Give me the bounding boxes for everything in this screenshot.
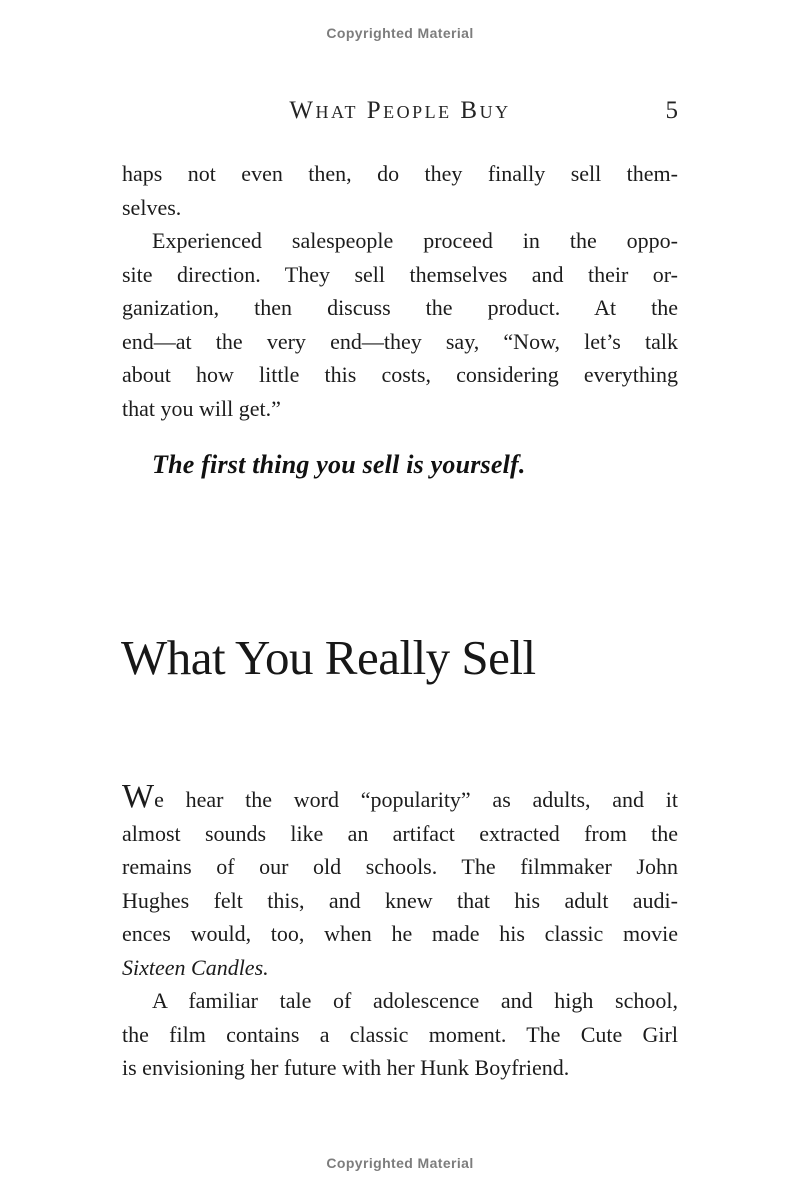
paragraph bbox=[122, 157, 678, 224]
text-line bbox=[122, 157, 678, 191]
paragraph bbox=[122, 224, 678, 425]
text-segment: almost sounds like an artifact extracted from the bbox=[122, 820, 678, 846]
body-top bbox=[122, 157, 678, 425]
text-segment: end—at the very end—they say, “Now, let’s talk bbox=[122, 328, 678, 354]
text-line bbox=[122, 850, 678, 884]
text-segment: remains of our old schools. The filmmaker John bbox=[122, 854, 678, 879]
text-segment: A familiar tale of adolescence and high school, bbox=[152, 988, 678, 1013]
text-segment: about how little this costs, considering everything bbox=[122, 362, 678, 387]
text-segment: site direction. They sell themselves and their or- bbox=[122, 261, 678, 287]
paragraph bbox=[122, 778, 678, 984]
text-line bbox=[122, 191, 678, 225]
text-segment: Experienced salespeople proceed in the oppo- bbox=[152, 228, 678, 253]
pull-quote: The first thing you sell is yourself. bbox=[152, 450, 526, 479]
text-line bbox=[122, 358, 678, 392]
text-line bbox=[122, 291, 678, 325]
copyright-notice-top: Copyrighted Material bbox=[326, 25, 474, 41]
text-line bbox=[122, 1051, 678, 1085]
text-line bbox=[122, 1018, 678, 1052]
text-line bbox=[122, 392, 678, 426]
paragraph bbox=[122, 984, 678, 1085]
text-line bbox=[122, 778, 678, 817]
running-header bbox=[122, 97, 678, 127]
text-segment: ences would, too, when he made his classic movie bbox=[122, 921, 678, 946]
italic-text: Sixteen Candles. bbox=[122, 954, 269, 980]
text-segment: the film contains a classic moment. The Cute Girl bbox=[122, 1021, 678, 1047]
text-segment: e hear the word “popularity” as adults, and it bbox=[154, 787, 678, 812]
text-line bbox=[122, 224, 678, 258]
lead-capital: W bbox=[122, 778, 155, 815]
chapter-title: What You Really Sell bbox=[121, 630, 536, 685]
text-segment: that you will get.” bbox=[122, 395, 281, 421]
body-main bbox=[122, 778, 678, 1085]
text-segment: selves. bbox=[122, 194, 182, 220]
text-line bbox=[122, 984, 678, 1018]
text-segment: haps not even then, do they finally sell them- bbox=[122, 161, 678, 186]
running-title: What People Buy bbox=[289, 97, 511, 124]
text-line bbox=[122, 951, 678, 985]
text-line bbox=[122, 325, 678, 359]
text-segment: ganization, then discuss the product. At the bbox=[122, 295, 678, 320]
page-number: 5 bbox=[665, 97, 678, 124]
text-line bbox=[122, 817, 678, 851]
text-segment: is envisioning her future with her Hunk Boyfriend. bbox=[122, 1055, 570, 1080]
text-line bbox=[122, 258, 678, 292]
text-line bbox=[122, 884, 678, 918]
text-line bbox=[122, 917, 678, 951]
copyright-notice-bottom: Copyrighted Material bbox=[326, 1155, 474, 1171]
text-segment: Hughes felt this, and knew that his adult audi- bbox=[122, 887, 678, 913]
